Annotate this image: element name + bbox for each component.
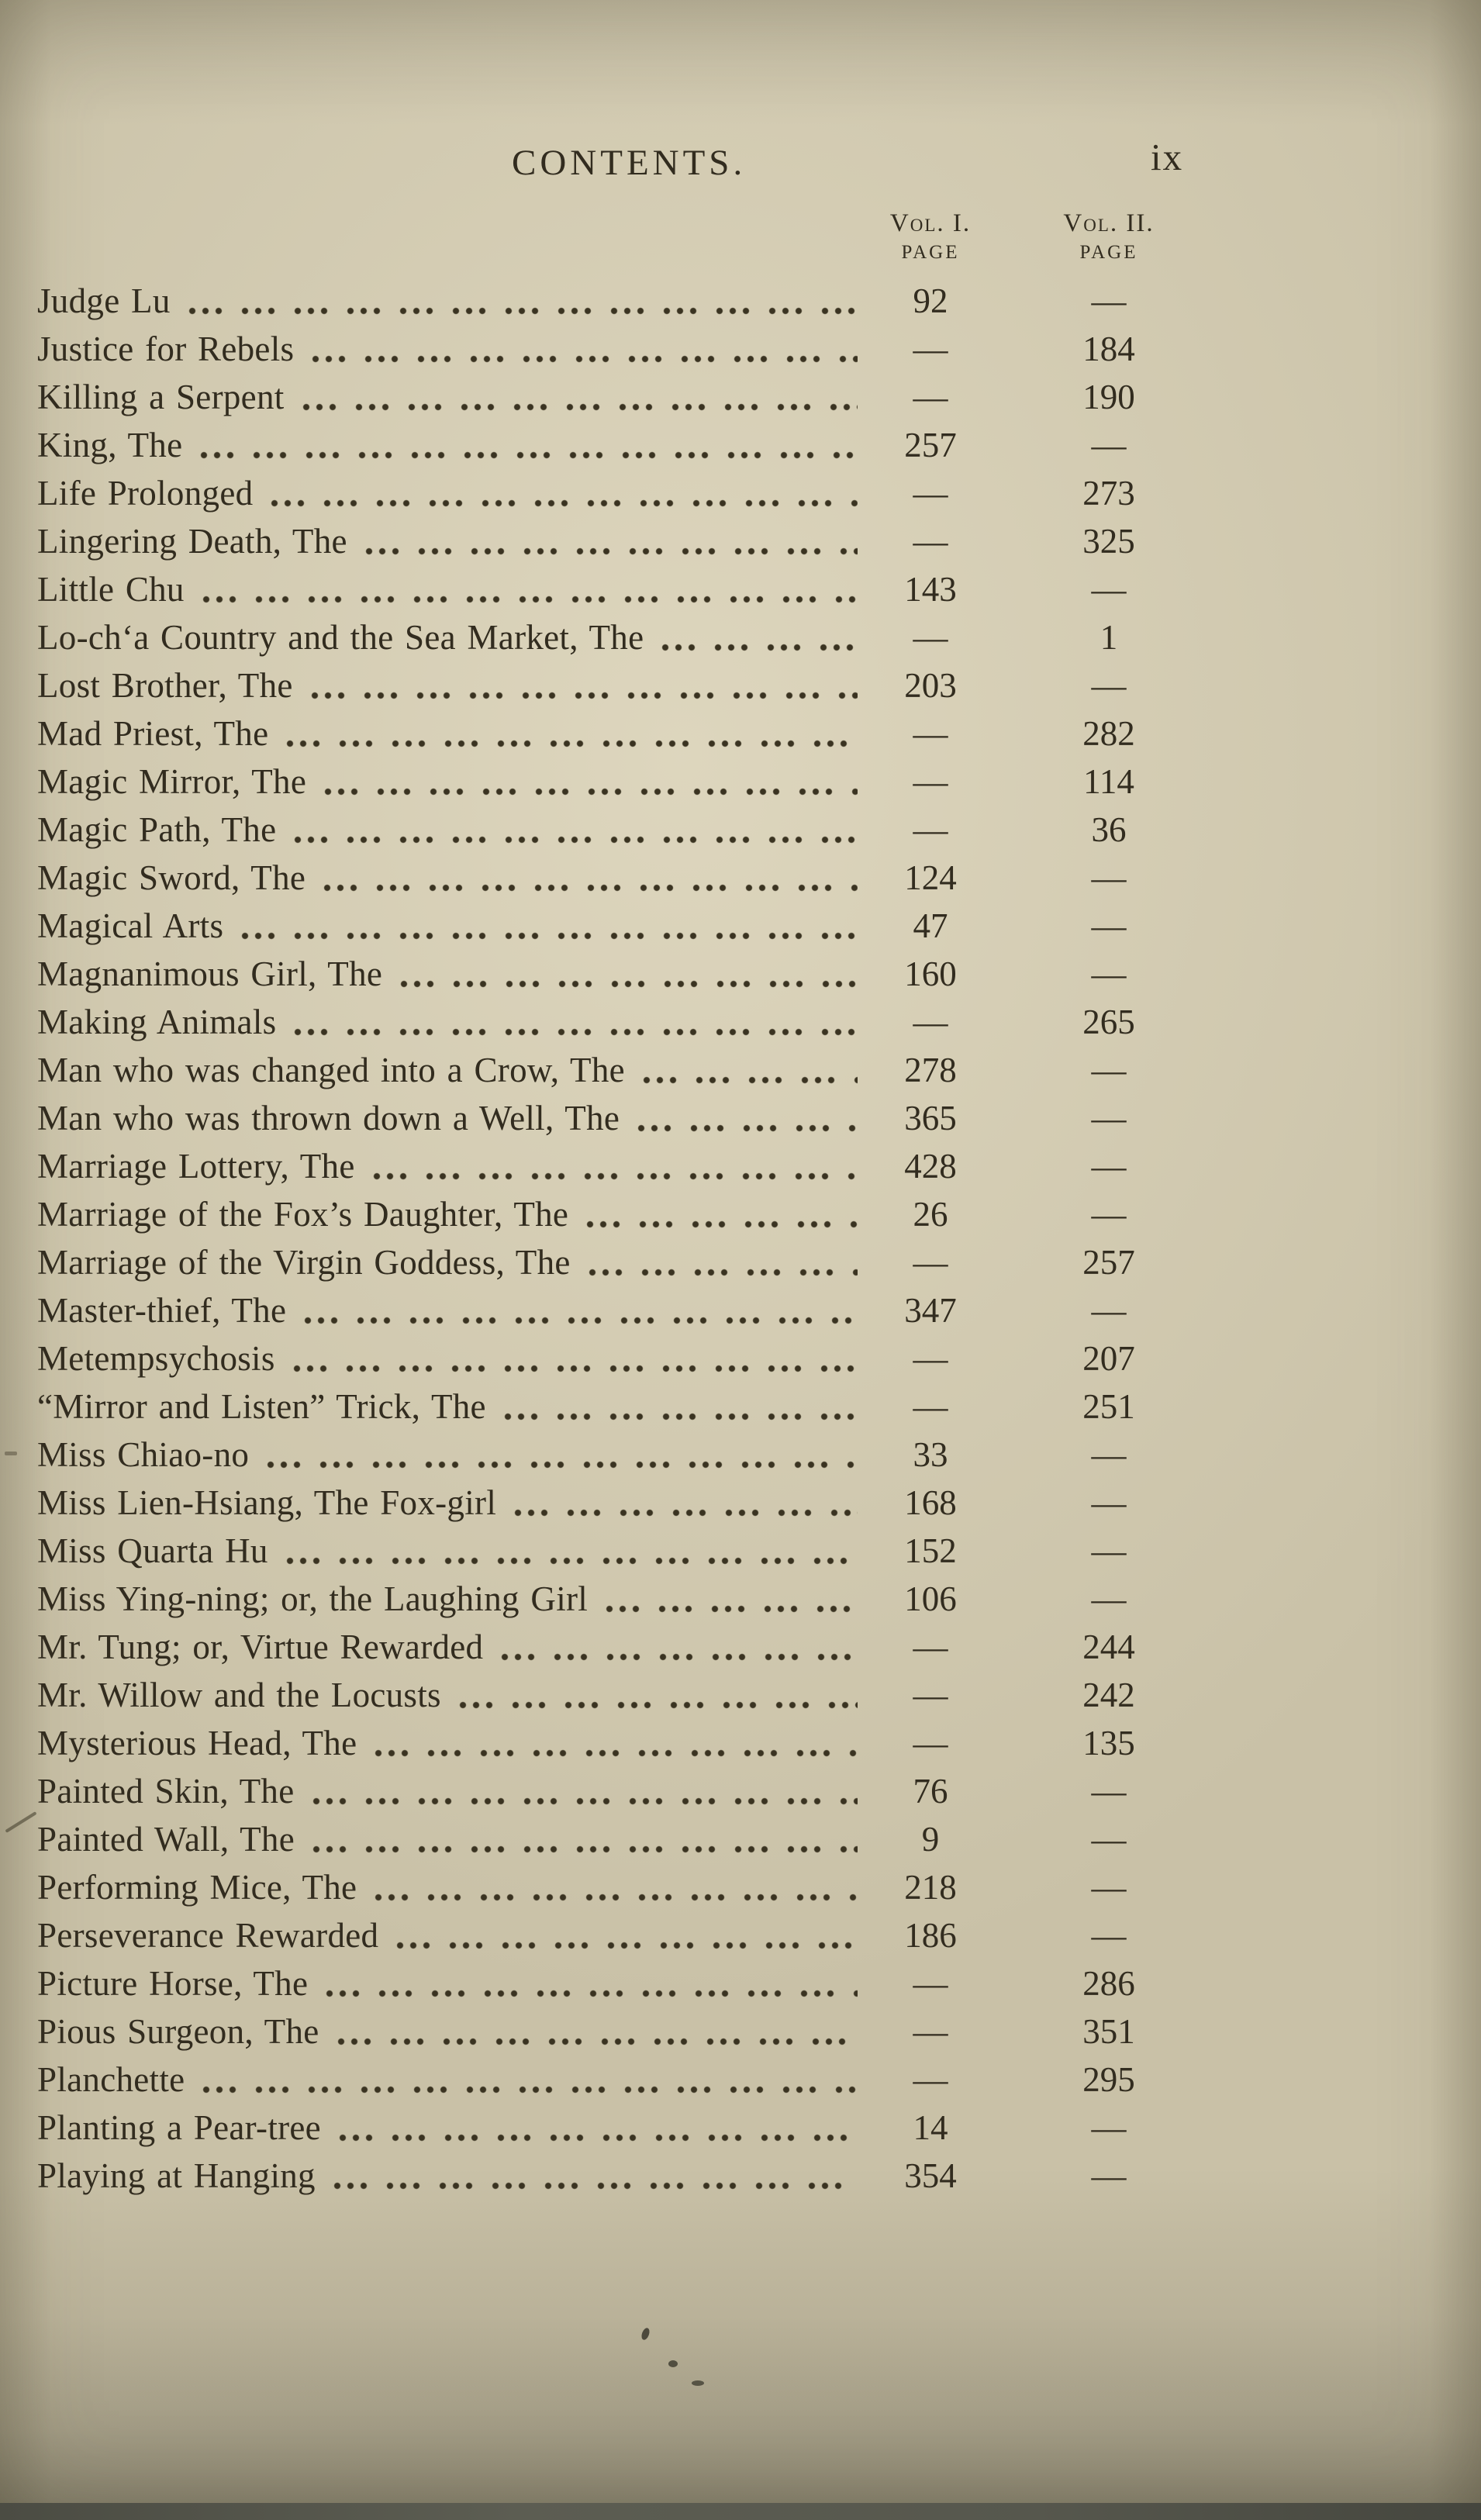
vol1-page: 47 (913, 906, 948, 945)
toc-row (37, 1911, 1179, 1959)
vol1-page: 168 (904, 1483, 957, 1522)
vol1-page: 203 (904, 666, 957, 705)
vol2-page: 286 (1082, 1964, 1135, 2003)
dot-leader (290, 806, 858, 854)
vol2-page: — (1091, 858, 1127, 897)
toc-row (37, 709, 1179, 758)
dot-leader (361, 517, 858, 565)
entry-title: Lost Brother, The (37, 666, 293, 705)
entry-title: Magnanimous Girl, The (37, 954, 383, 993)
entry-title: Making Animals (37, 1003, 277, 1041)
dot-leader (639, 1046, 858, 1094)
folio-number: ix (1151, 136, 1184, 178)
dot-leader (299, 373, 858, 421)
dot-leader (307, 661, 858, 709)
entry-title: Performing Mice, The (37, 1868, 357, 1907)
vol1-page: — (913, 330, 948, 368)
vol1-page: — (913, 2012, 948, 2051)
entry-title: Justice for Rebels (37, 330, 295, 368)
toc-row (37, 2056, 1179, 2104)
entry-title: Perseverance Rewarded (37, 1916, 379, 1955)
page-title: CONTENTS. (512, 143, 747, 183)
dot-leader (320, 758, 858, 806)
entry-title: Man who was thrown down a Well, The (37, 1099, 620, 1137)
entry-title: Marriage of the Virgin Goddess, The (37, 1243, 571, 1282)
vol1-page: — (913, 618, 948, 657)
vol2-page: — (1091, 1483, 1127, 1522)
toc-row (37, 998, 1179, 1046)
toc-row (37, 2104, 1179, 2152)
vol1-page: 218 (904, 1868, 957, 1907)
vol1-page: 278 (904, 1051, 957, 1089)
toc-row (37, 902, 1179, 950)
entry-title: Planting a Pear-tree (37, 2108, 321, 2147)
toc-row (37, 806, 1179, 854)
toc-row (37, 1623, 1179, 1671)
vol2-page: 114 (1083, 762, 1134, 801)
dot-leader (196, 421, 858, 469)
vol1-page: 124 (904, 858, 957, 897)
page-bottom-shadow (0, 2318, 1481, 2520)
entry-title: Mad Priest, The (37, 714, 269, 753)
entry-title: Mr. Tung; or, Virtue Rewarded (37, 1628, 484, 1666)
vol1-page: 92 (913, 281, 948, 320)
vol2-page: 242 (1082, 1676, 1135, 1714)
entry-title: Painted Wall, The (37, 1820, 295, 1859)
vol1-page: — (913, 522, 948, 561)
toc-row (37, 373, 1179, 421)
dot-leader (658, 613, 858, 661)
entry-title: Marriage of the Fox’s Daughter, The (37, 1195, 569, 1234)
scan-bottom-edge (0, 2503, 1481, 2520)
vol1-page: — (913, 1003, 948, 1041)
vol1-page: 106 (904, 1579, 957, 1618)
entry-title: Master-thief, The (37, 1291, 287, 1330)
entry-title: Metempsychosis (37, 1339, 275, 1378)
entry-title: Mysterious Head, The (37, 1724, 357, 1762)
dot-leader (371, 1863, 858, 1911)
toc-row (37, 1527, 1179, 1575)
entry-title: Killing a Serpent (37, 378, 285, 416)
vol1-page: — (913, 1964, 948, 2003)
vol1-page: 76 (913, 1772, 948, 1811)
entry-title: Judge Lu (37, 281, 171, 320)
vol1-page: 160 (904, 954, 957, 993)
dot-leader (633, 1094, 858, 1142)
toc-row (37, 1575, 1179, 1623)
dot-leader (582, 1190, 858, 1238)
vol2-volume-label: Vol. II. (1063, 209, 1155, 237)
vol1-column-header (853, 209, 1008, 264)
dot-leader (290, 998, 858, 1046)
vol2-page: 282 (1082, 714, 1135, 753)
vol2-page: — (1091, 1868, 1127, 1907)
dot-leader (282, 709, 858, 758)
entry-title: Mr. Willow and the Locusts (37, 1676, 441, 1714)
dot-leader (455, 1671, 858, 1719)
dot-leader (282, 1527, 858, 1575)
vol1-page: 365 (904, 1099, 957, 1137)
vol1-page: 152 (904, 1531, 957, 1570)
toc-list (37, 277, 1179, 2200)
vol2-page: — (1091, 1147, 1127, 1186)
dot-leader (392, 1911, 858, 1959)
dot-leader (396, 950, 858, 998)
vol1-page: 428 (904, 1147, 957, 1186)
vol2-page: 265 (1082, 1003, 1135, 1041)
toc-row (37, 421, 1179, 469)
vol2-page: 251 (1082, 1387, 1135, 1426)
toc-row (37, 1863, 1179, 1911)
entry-title: Life Prolonged (37, 474, 254, 513)
dot-leader (199, 2056, 858, 2104)
dot-leader (602, 1575, 858, 1623)
dot-leader (585, 1238, 858, 1286)
toc-row (37, 1959, 1179, 2007)
toc-row (37, 1238, 1179, 1286)
toc-row (37, 2152, 1179, 2200)
vol1-page: — (913, 474, 948, 513)
vol1-page: 33 (913, 1435, 948, 1474)
vol1-page: — (913, 1676, 948, 1714)
vol2-page: — (1091, 1579, 1127, 1618)
vol2-page: 273 (1082, 474, 1135, 513)
vol2-page: 295 (1082, 2060, 1135, 2099)
toc-row (37, 1334, 1179, 1383)
entry-title: Lo-ch‘a Country and the Sea Market, The (37, 618, 644, 657)
vol2-page: 184 (1082, 330, 1135, 368)
vol2-page: — (1091, 666, 1127, 705)
entry-title: “Mirror and Listen” Trick, The (37, 1387, 486, 1426)
vol2-page: 36 (1091, 810, 1127, 849)
vol1-volume-label: Vol. I. (889, 209, 972, 237)
vol2-page: 190 (1082, 378, 1135, 416)
vol2-page: 1 (1100, 618, 1118, 657)
entry-title: Marriage Lottery, The (37, 1147, 355, 1186)
entry-title: Miss Ying-ning; or, the Laughing Girl (37, 1579, 589, 1618)
dot-leader (199, 565, 858, 613)
vol2-page: — (1091, 426, 1127, 464)
entry-title: Magic Path, The (37, 810, 277, 849)
vol2-page: — (1091, 906, 1127, 945)
vol1-page: 347 (904, 1291, 957, 1330)
toc-row (37, 950, 1179, 998)
vol1-page: 354 (904, 2156, 957, 2195)
vol1-page: — (913, 378, 948, 416)
vol1-page: 186 (904, 1916, 957, 1955)
toc-row (37, 1046, 1179, 1094)
vol1-page: — (913, 762, 948, 801)
vol2-page: 325 (1082, 522, 1135, 561)
toc-row (37, 1815, 1179, 1863)
vol1-page: — (913, 1387, 948, 1426)
vol2-page: — (1091, 570, 1127, 609)
entry-title: Magical Arts (37, 906, 224, 945)
vol2-page: — (1091, 1531, 1127, 1570)
toc-row (37, 1479, 1179, 1527)
entry-title: Magic Sword, The (37, 858, 306, 897)
entry-title: Miss Lien-Hsiang, The Fox-girl (37, 1483, 497, 1522)
dot-leader (185, 277, 858, 325)
vol2-page: — (1091, 1820, 1127, 1859)
vol1-page: — (913, 1628, 948, 1666)
dot-leader (333, 2007, 858, 2056)
vol1-page: 9 (921, 1820, 940, 1859)
vol1-page-label: PAGE (901, 242, 960, 263)
toc-row (37, 1383, 1179, 1431)
entry-title: Planchette (37, 2060, 185, 2099)
vol2-page: 244 (1082, 1628, 1135, 1666)
toc-row (37, 325, 1179, 373)
entry-title: Picture Horse, The (37, 1964, 309, 2003)
dot-leader (308, 325, 858, 373)
entry-title: Little Chu (37, 570, 185, 609)
vol2-page-label: PAGE (1079, 242, 1138, 263)
toc-row (37, 613, 1179, 661)
dot-leader (497, 1623, 858, 1671)
vol2-page: — (1091, 1195, 1127, 1234)
dot-leader (330, 2152, 858, 2200)
vol2-page: — (1091, 1772, 1127, 1811)
vol2-page: — (1091, 2108, 1127, 2147)
dot-leader (309, 1767, 858, 1815)
toc-row (37, 758, 1179, 806)
vol2-page: 207 (1082, 1339, 1135, 1378)
dot-leader (335, 2104, 858, 2152)
entry-title: Miss Chiao-no (37, 1435, 250, 1474)
entry-title: Miss Quarta Hu (37, 1531, 268, 1570)
vol2-page: — (1091, 2156, 1127, 2195)
vol2-page: — (1091, 1291, 1127, 1330)
vol2-page: 257 (1082, 1243, 1135, 1282)
toc-row (37, 1767, 1179, 1815)
dot-leader (309, 1815, 858, 1863)
vol1-page: 257 (904, 426, 957, 464)
vol1-page: 143 (904, 570, 957, 609)
margin-mark (5, 1452, 17, 1455)
entry-title: Painted Skin, The (37, 1772, 295, 1811)
vol2-column-header (1031, 209, 1186, 264)
dot-leader (510, 1479, 858, 1527)
toc-row (37, 1094, 1179, 1142)
toc-row (37, 517, 1179, 565)
vol2-page: — (1091, 281, 1127, 320)
vol2-page: — (1091, 1916, 1127, 1955)
dot-leader (371, 1719, 858, 1767)
toc-row (37, 854, 1179, 902)
entry-title: Playing at Hanging (37, 2156, 316, 2195)
vol1-page: — (913, 1339, 948, 1378)
entry-title: King, The (37, 426, 183, 464)
vol1-page: 14 (913, 2108, 948, 2147)
entry-title: Pious Surgeon, The (37, 2012, 319, 2051)
entry-title: Lingering Death, The (37, 522, 347, 561)
vol1-page: — (913, 714, 948, 753)
toc-row (37, 2007, 1179, 2056)
entry-title: Man who was changed into a Crow, The (37, 1051, 625, 1089)
dot-leader (319, 854, 858, 902)
vol1-page: — (913, 810, 948, 849)
toc-row (37, 1671, 1179, 1719)
dot-leader (263, 1431, 858, 1479)
toc-row (37, 1719, 1179, 1767)
pencil-mark (5, 1811, 36, 1833)
vol1-page: — (913, 2060, 948, 2099)
toc-row (37, 1142, 1179, 1190)
vol2-page: — (1091, 1435, 1127, 1474)
dot-leader (300, 1286, 858, 1334)
toc-row (37, 277, 1179, 325)
dot-leader (237, 902, 858, 950)
dot-leader (289, 1334, 858, 1383)
vol2-page: — (1091, 954, 1127, 993)
dot-leader (322, 1959, 858, 2007)
vol2-page: — (1091, 1051, 1127, 1089)
dot-leader (267, 469, 858, 517)
vol1-page: 26 (913, 1195, 948, 1234)
vol2-page: — (1091, 1099, 1127, 1137)
toc-row (37, 469, 1179, 517)
toc-row (37, 661, 1179, 709)
toc-row (37, 1190, 1179, 1238)
dot-leader (500, 1383, 858, 1431)
dot-leader (369, 1142, 858, 1190)
vol2-page: 351 (1082, 2012, 1135, 2051)
toc-row (37, 1431, 1179, 1479)
vol1-page: — (913, 1724, 948, 1762)
toc-row (37, 1286, 1179, 1334)
vol1-page: — (913, 1243, 948, 1282)
entry-title: Magic Mirror, The (37, 762, 307, 801)
toc-row (37, 565, 1179, 613)
vol2-page: 135 (1082, 1724, 1135, 1762)
